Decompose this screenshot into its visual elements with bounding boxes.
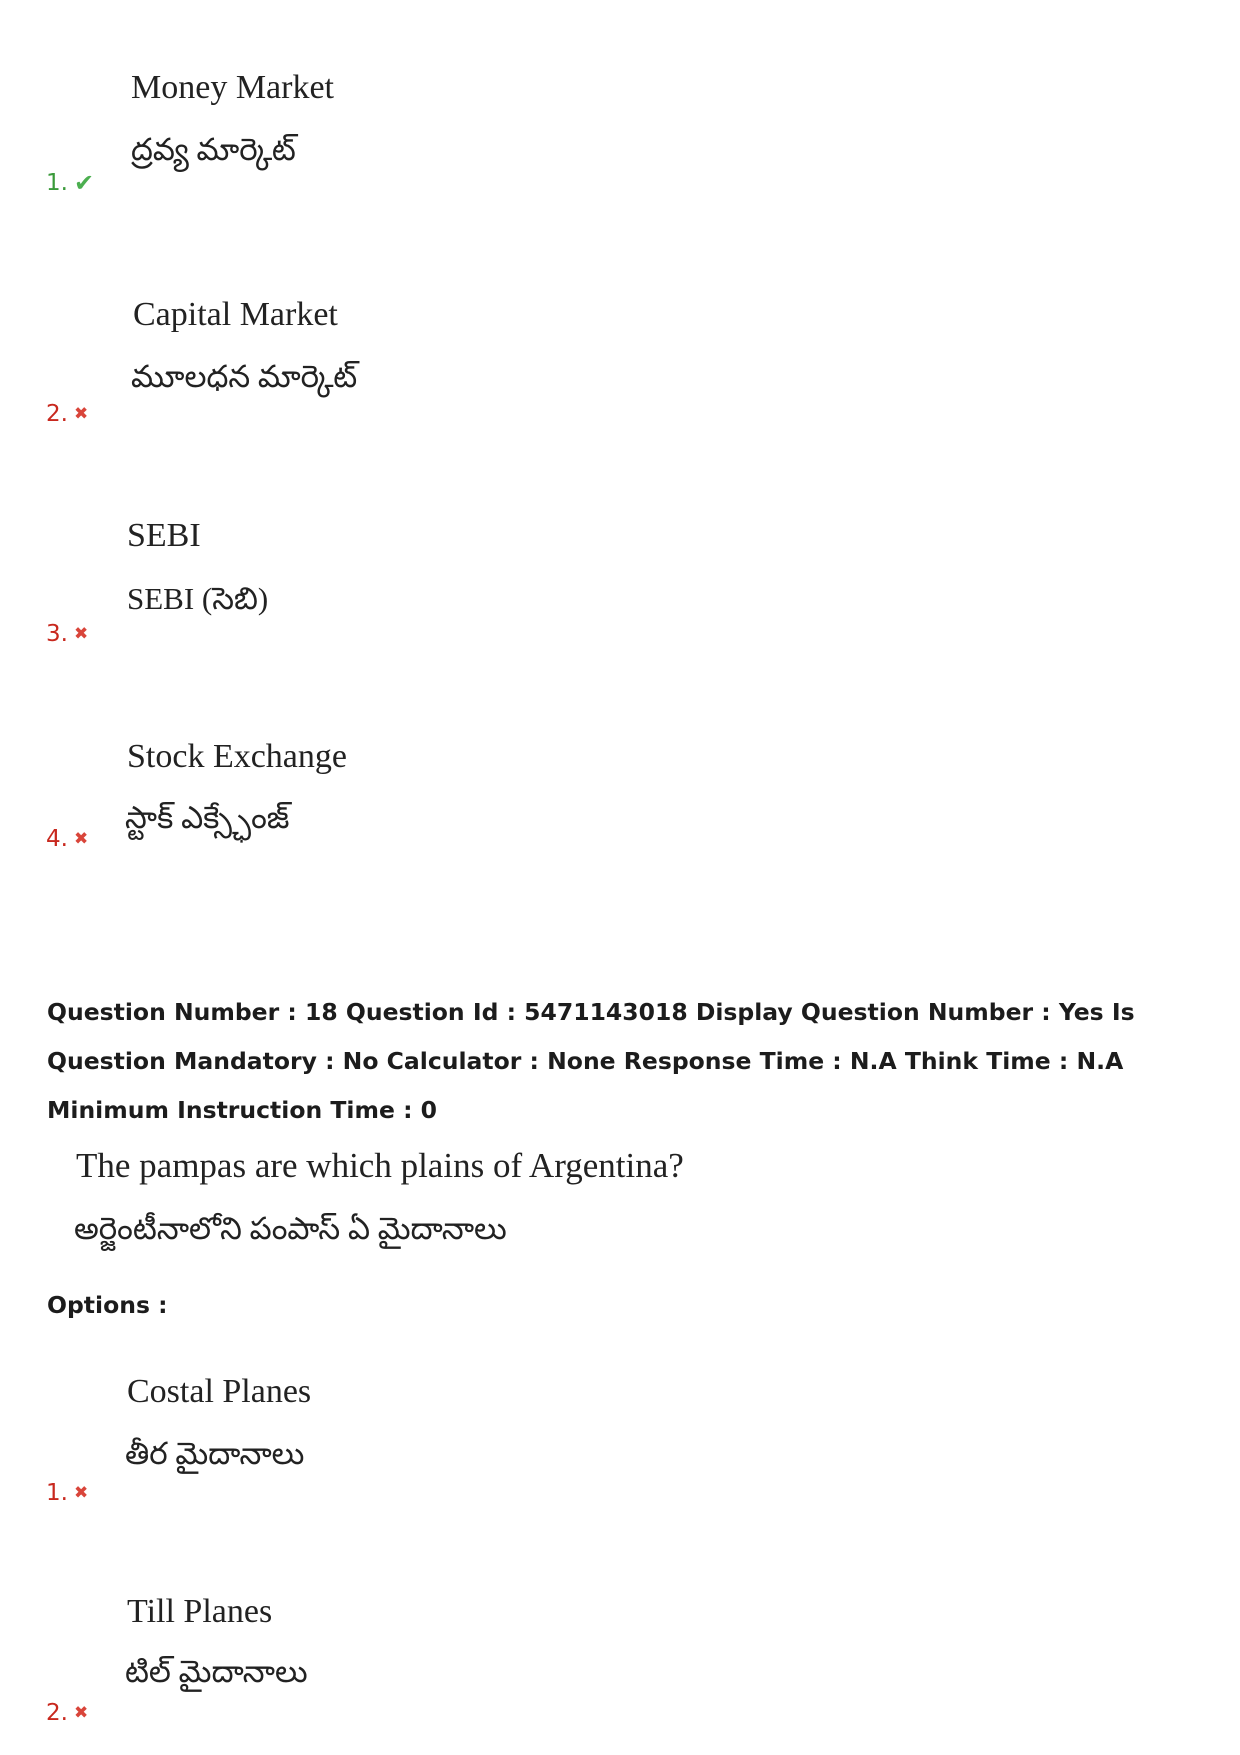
option-2-label xyxy=(46,1698,88,1728)
prev-option-2 xyxy=(0,280,1240,450)
check-icon: ✔ xyxy=(73,169,95,197)
prev-option-4-telugu: స్టాక్ ఎక్స్ఛేంజ్ xyxy=(125,800,290,835)
option-1 xyxy=(0,1355,1240,1525)
option-1-label xyxy=(46,1478,88,1508)
prev-option-3 xyxy=(0,500,1240,670)
prev-option-4 xyxy=(0,720,1240,890)
prev-option-3-label xyxy=(46,619,88,649)
prev-option-1-telugu: ద్రవ్య మార్కెట్ xyxy=(131,132,296,167)
prev-option-1-label xyxy=(46,168,94,198)
cross-icon: ✖ xyxy=(73,829,89,849)
option-1-number: 1. xyxy=(46,1480,68,1506)
prev-option-3-english: SEBI xyxy=(127,517,201,554)
option-1-telugu: తీర మైదానాలు xyxy=(125,1436,305,1471)
prev-option-2-english: Capital Market xyxy=(133,296,338,333)
option-2-telugu: టిల్ మైదానాలు xyxy=(125,1654,308,1689)
cross-icon: ✖ xyxy=(73,1483,89,1503)
question-meta: Question Number : 18 Question Id : 5471143018 Display Question Number : Yes Is Question Mandatory : No Calculator : None Response Time : N.A Think Time : N.A Minimum Instruction Time : 0 xyxy=(47,998,1135,1124)
prev-option-3-telugu: SEBI (సెబి) xyxy=(127,581,269,616)
option-2-english: Till Planes xyxy=(127,1593,273,1630)
cross-icon: ✖ xyxy=(73,1703,89,1723)
prev-option-1-english: Money Market xyxy=(131,69,335,106)
prev-option-4-english: Stock Exchange xyxy=(127,738,347,775)
options-label: Options : xyxy=(47,1291,168,1319)
option-2 xyxy=(0,1575,1240,1745)
prev-option-2-telugu: మూలధన మార్కెట్ xyxy=(131,359,358,394)
option-2-number: 2. xyxy=(46,1700,68,1726)
question-text-english: The pampas are which plains of Argentina? xyxy=(76,1146,684,1185)
prev-option-3-number: 3. xyxy=(46,621,68,647)
cross-icon: ✖ xyxy=(73,404,89,424)
prev-option-2-number: 2. xyxy=(46,401,68,427)
prev-option-1-number: 1. xyxy=(46,170,68,196)
prev-option-4-label xyxy=(46,824,88,854)
prev-option-1 xyxy=(0,50,1240,220)
cross-icon: ✖ xyxy=(73,624,89,644)
prev-option-2-label xyxy=(46,399,88,429)
question-text-telugu: అర్జెంటీనాలోని పంపాస్ ఏ మైదానాలు xyxy=(74,1211,507,1246)
prev-option-4-number: 4. xyxy=(46,826,68,852)
option-1-english: Costal Planes xyxy=(127,1373,312,1410)
